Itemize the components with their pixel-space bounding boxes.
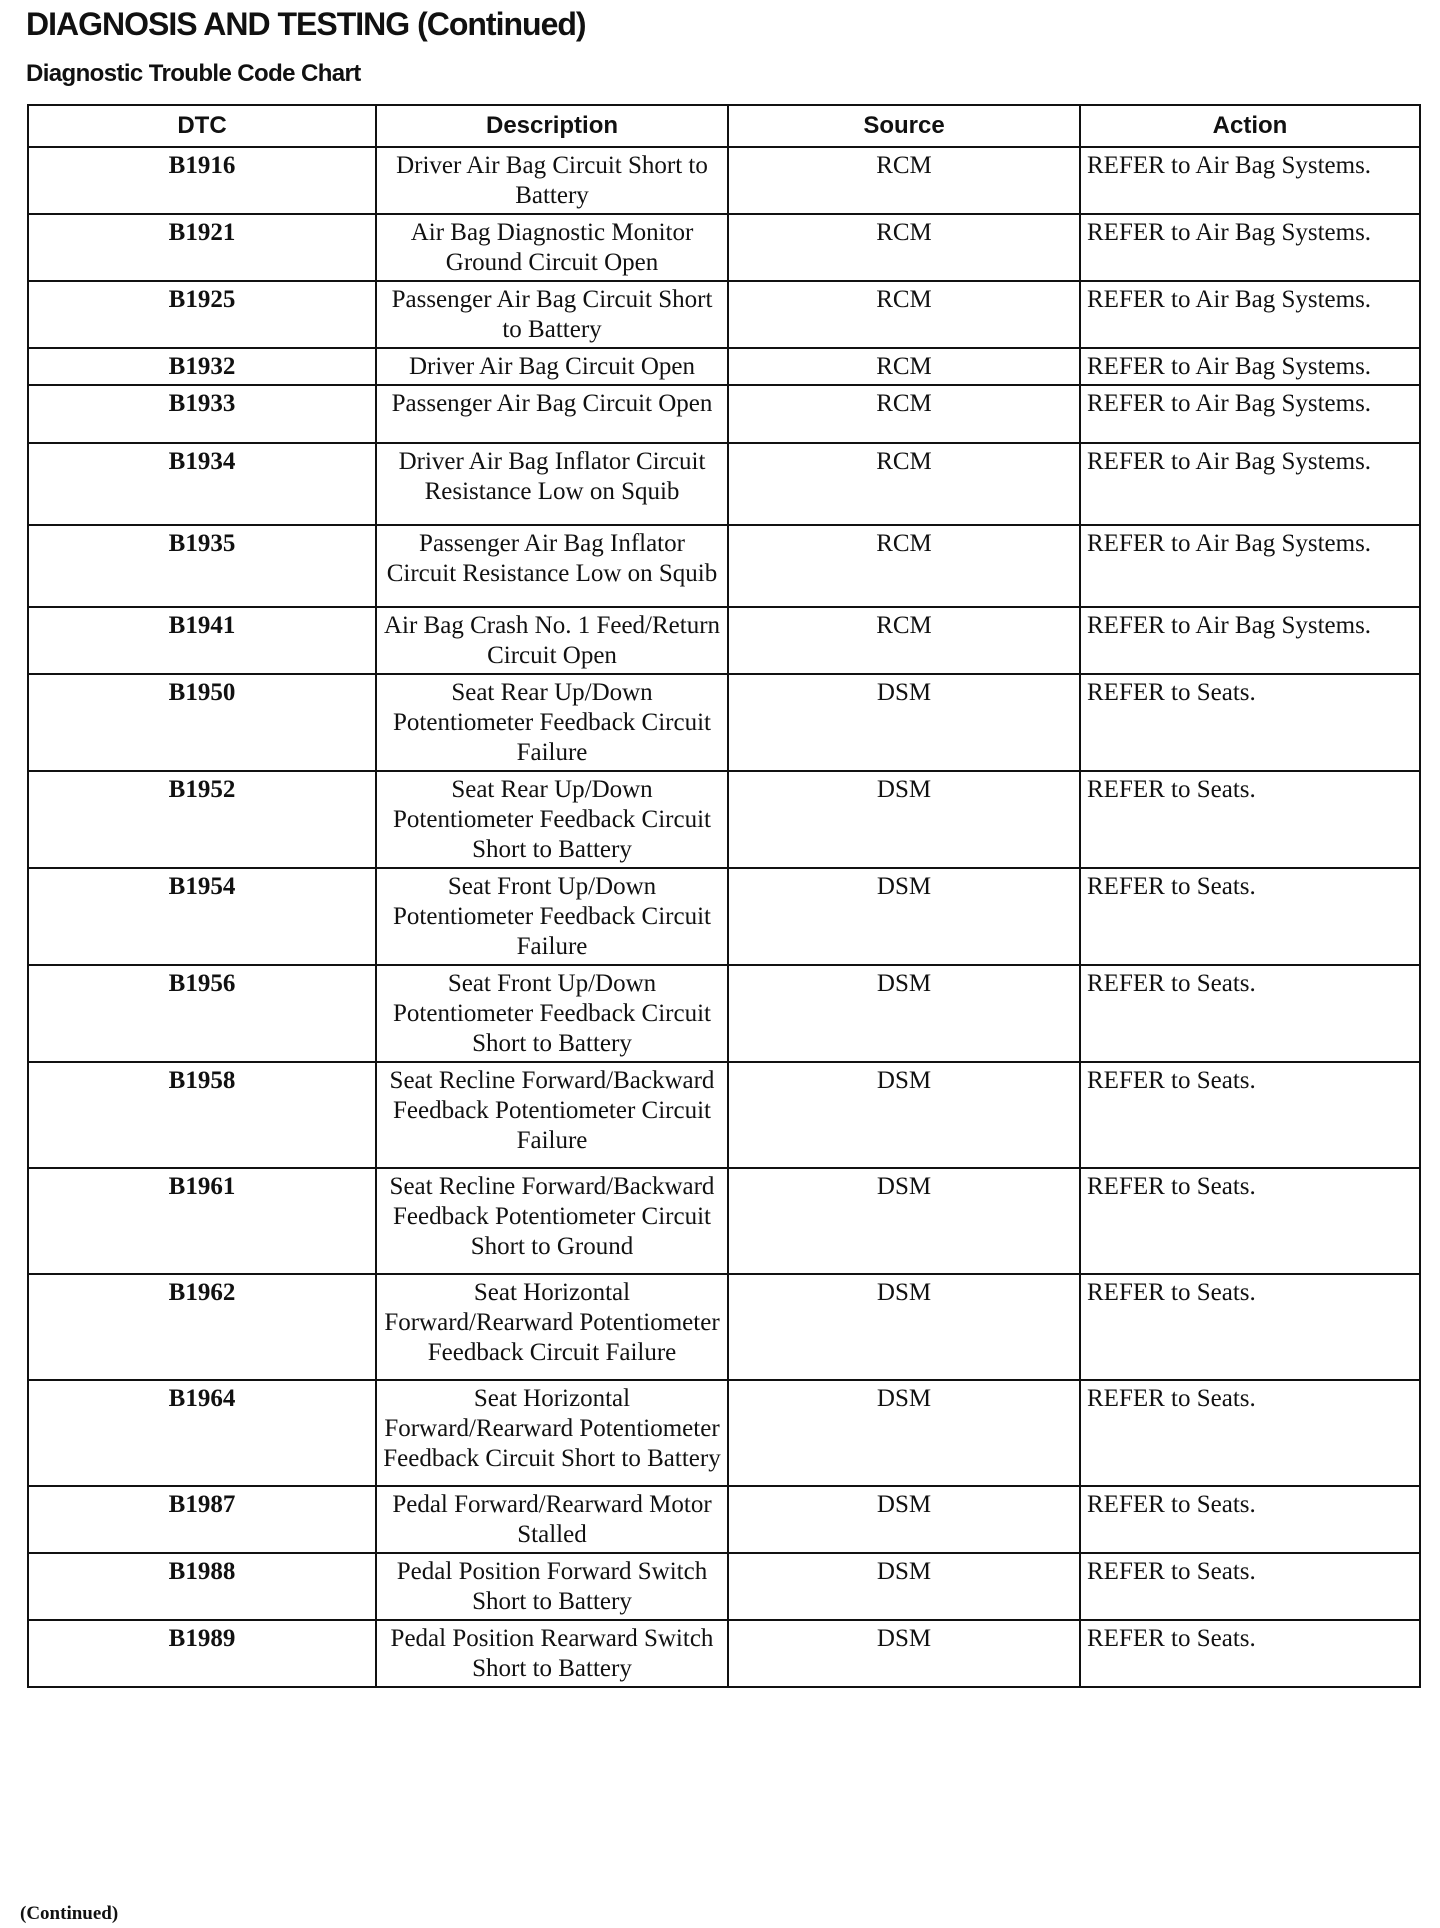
table-row (28, 1486, 1420, 1553)
cell-source: RCM (728, 281, 1080, 348)
cell-dtc: B1958 (28, 1062, 376, 1168)
cell-description: Pedal Forward/Rearward Motor Stalled (376, 1486, 728, 1553)
cell-action: REFER to Air Bag Systems. (1080, 607, 1420, 674)
cell-description: Passenger Air Bag Circuit Open (376, 385, 728, 443)
cell-source: DSM (728, 674, 1080, 771)
cell-dtc: B1921 (28, 214, 376, 281)
cell-description: Seat Rear Up/Down Potentiometer Feedback Circuit Short to Battery (376, 771, 728, 868)
cell-description: Driver Air Bag Circuit Open (376, 348, 728, 385)
cell-action: REFER to Air Bag Systems. (1080, 348, 1420, 385)
page-title: DIAGNOSIS AND TESTING (Continued) (26, 6, 586, 42)
cell-action: REFER to Seats. (1080, 1620, 1420, 1687)
header-action: Action (1080, 105, 1420, 147)
header-source: Source (728, 105, 1080, 147)
cell-action: REFER to Air Bag Systems. (1080, 281, 1420, 348)
cell-source: DSM (728, 1553, 1080, 1620)
cell-description: Seat Front Up/Down Potentiometer Feedback Circuit Failure (376, 868, 728, 965)
cell-action: REFER to Seats. (1080, 1553, 1420, 1620)
cell-action: REFER to Air Bag Systems. (1080, 214, 1420, 281)
cell-dtc: B1933 (28, 385, 376, 443)
table-row (28, 868, 1420, 965)
table-row (28, 147, 1420, 214)
cell-source: DSM (728, 1620, 1080, 1687)
cell-description: Pedal Position Rearward Switch Short to Battery (376, 1620, 728, 1687)
cell-dtc: B1956 (28, 965, 376, 1062)
cell-description: Seat Recline Forward/Backward Feedback Potentiometer Circuit Short to Ground (376, 1168, 728, 1274)
cell-source: DSM (728, 1274, 1080, 1380)
cell-source: DSM (728, 1380, 1080, 1486)
cell-source: DSM (728, 1486, 1080, 1553)
cell-description: Driver Air Bag Circuit Short to Battery (376, 147, 728, 214)
cell-source: RCM (728, 385, 1080, 443)
cell-dtc: B1964 (28, 1380, 376, 1486)
cell-dtc: B1916 (28, 147, 376, 214)
table-row (28, 1168, 1420, 1274)
cell-action: REFER to Seats. (1080, 1274, 1420, 1380)
chart-title: Diagnostic Trouble Code Chart (26, 60, 361, 87)
cell-source: DSM (728, 1168, 1080, 1274)
cell-description: Air Bag Diagnostic Monitor Ground Circuit Open (376, 214, 728, 281)
table-row (28, 1380, 1420, 1486)
cell-description: Passenger Air Bag Circuit Short to Battery (376, 281, 728, 348)
header-dtc: DTC (28, 105, 376, 147)
cell-action: REFER to Seats. (1080, 771, 1420, 868)
cell-dtc: B1954 (28, 868, 376, 965)
table-row (28, 1553, 1420, 1620)
table-row (28, 1620, 1420, 1687)
table-row (28, 385, 1420, 443)
table-row (28, 348, 1420, 385)
cell-dtc: B1989 (28, 1620, 376, 1687)
cell-description: Seat Horizontal Forward/Rearward Potentiometer Feedback Circuit Failure (376, 1274, 728, 1380)
cell-source: DSM (728, 965, 1080, 1062)
table-row (28, 771, 1420, 868)
cell-description: Seat Rear Up/Down Potentiometer Feedback Circuit Failure (376, 674, 728, 771)
cell-dtc: B1934 (28, 443, 376, 525)
cell-action: REFER to Seats. (1080, 868, 1420, 965)
cell-action: REFER to Air Bag Systems. (1080, 443, 1420, 525)
cell-description: Pedal Position Forward Switch Short to Battery (376, 1553, 728, 1620)
cell-dtc: B1988 (28, 1553, 376, 1620)
table-row (28, 1062, 1420, 1168)
cell-action: REFER to Seats. (1080, 1380, 1420, 1486)
cell-action: REFER to Air Bag Systems. (1080, 525, 1420, 607)
cell-source: RCM (728, 607, 1080, 674)
cell-dtc: B1962 (28, 1274, 376, 1380)
table-row (28, 674, 1420, 771)
cell-dtc: B1932 (28, 348, 376, 385)
cell-action: REFER to Seats. (1080, 1062, 1420, 1168)
cell-source: RCM (728, 147, 1080, 214)
cell-description: Seat Recline Forward/Backward Feedback Potentiometer Circuit Failure (376, 1062, 728, 1168)
cell-source: RCM (728, 443, 1080, 525)
cell-description: Air Bag Crash No. 1 Feed/Return Circuit Open (376, 607, 728, 674)
cell-description: Driver Air Bag Inflator Circuit Resistance Low on Squib (376, 443, 728, 525)
cell-action: REFER to Seats. (1080, 1486, 1420, 1553)
table-header-row (28, 105, 1420, 147)
cell-description: Passenger Air Bag Inflator Circuit Resistance Low on Squib (376, 525, 728, 607)
table-row (28, 525, 1420, 607)
dtc-table (27, 104, 1421, 1688)
continued-note: (Continued) (20, 1903, 119, 1924)
cell-description: Seat Horizontal Forward/Rearward Potentiometer Feedback Circuit Short to Battery (376, 1380, 728, 1486)
cell-description: Seat Front Up/Down Potentiometer Feedback Circuit Short to Battery (376, 965, 728, 1062)
cell-dtc: B1987 (28, 1486, 376, 1553)
table-body (28, 147, 1420, 1687)
cell-dtc: B1941 (28, 607, 376, 674)
cell-dtc: B1950 (28, 674, 376, 771)
cell-dtc: B1961 (28, 1168, 376, 1274)
cell-source: RCM (728, 348, 1080, 385)
cell-source: DSM (728, 868, 1080, 965)
cell-source: RCM (728, 214, 1080, 281)
cell-source: RCM (728, 525, 1080, 607)
cell-action: REFER to Seats. (1080, 674, 1420, 771)
table-row (28, 443, 1420, 525)
cell-dtc: B1952 (28, 771, 376, 868)
table-row (28, 607, 1420, 674)
cell-dtc: B1935 (28, 525, 376, 607)
table-row (28, 214, 1420, 281)
cell-action: REFER to Air Bag Systems. (1080, 147, 1420, 214)
table-row (28, 281, 1420, 348)
cell-source: DSM (728, 1062, 1080, 1168)
header-description: Description (376, 105, 728, 147)
cell-action: REFER to Seats. (1080, 965, 1420, 1062)
cell-action: REFER to Air Bag Systems. (1080, 385, 1420, 443)
table-row (28, 1274, 1420, 1380)
cell-action: REFER to Seats. (1080, 1168, 1420, 1274)
table-row (28, 965, 1420, 1062)
cell-dtc: B1925 (28, 281, 376, 348)
cell-source: DSM (728, 771, 1080, 868)
